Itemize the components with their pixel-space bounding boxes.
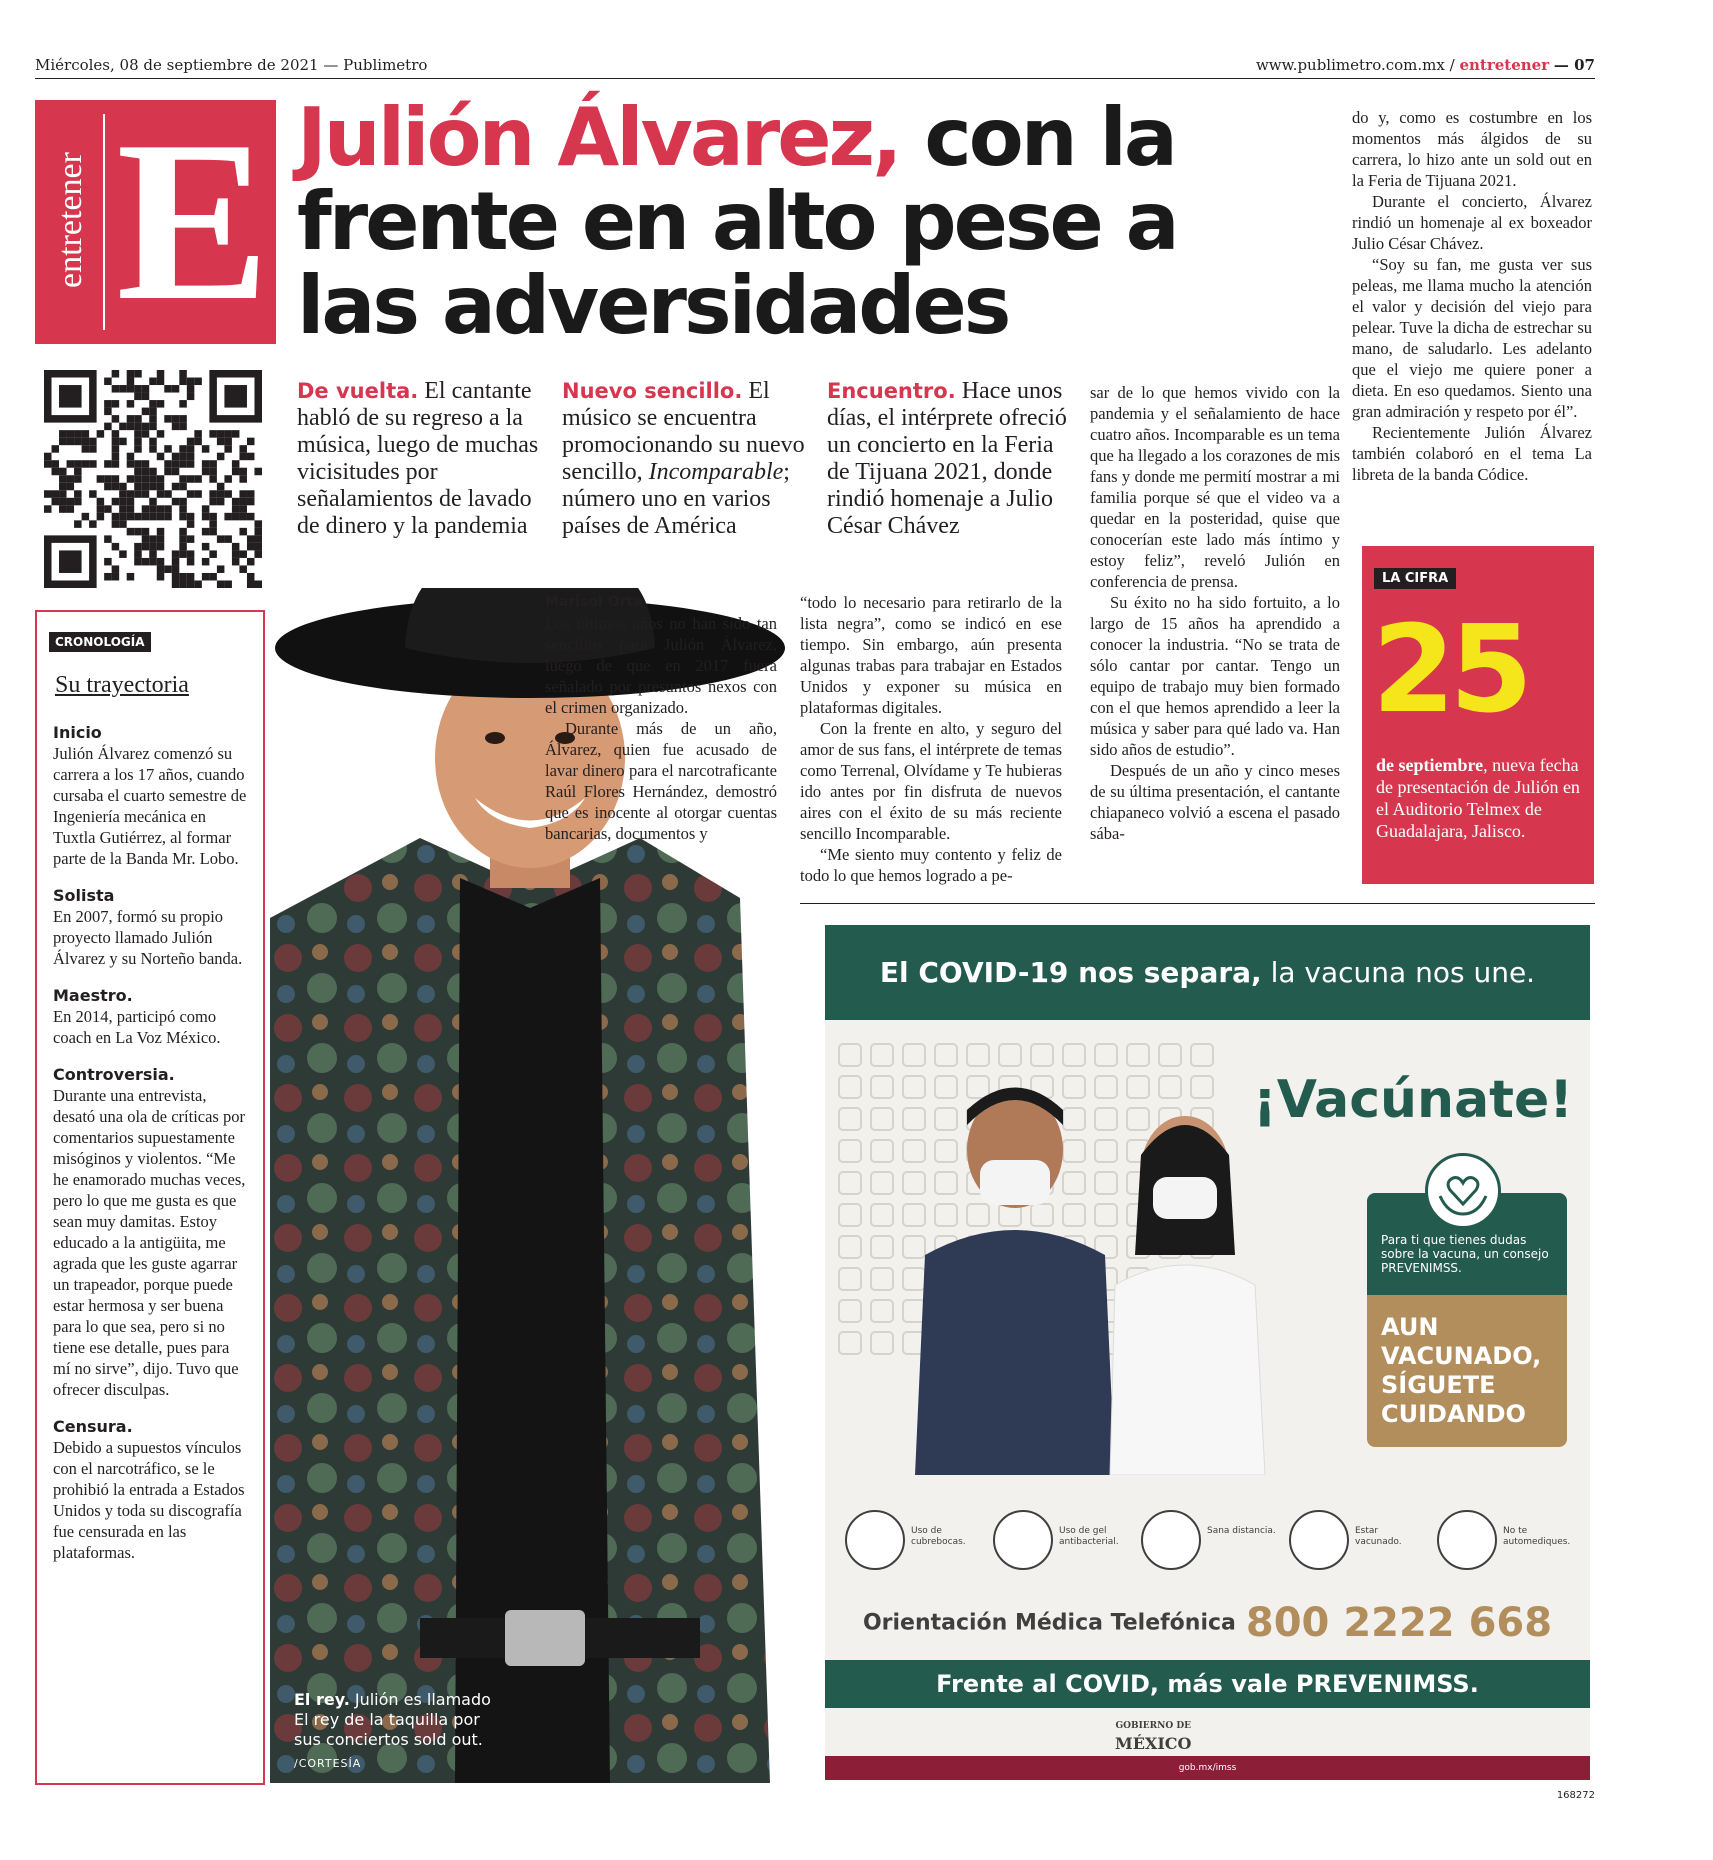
date-line: Miércoles, 08 de septiembre de 2021 — Publimetro	[35, 56, 428, 74]
cifra-number: 25	[1372, 601, 1527, 740]
gob-main: MÉXICO	[1115, 1734, 1192, 1753]
lead-text: El músico se encuentra promocionando su nuevo sencillo,	[562, 378, 805, 485]
article-paragraph: Con la frente en alto, y seguro del amor de sus fans, el intérprete de temas como Terrenal, Olvídame y Te hubieras ido antes por fin disfruta de nuevos aires con el éxito de su más reciente sencillo Incomparable.	[800, 719, 1062, 843]
article-paragraph: sar de lo que hemos vivido con la pandemia y el señalamiento de hace cuatro años. Incomparable es un tema que ha llegado a los corazones de mis fans y donde me permití mostrar a mi familia porque sé que el video va a quedar en la posteridad, quise que conocerían este lado más íntimo y estoy feliz”, reveló Julión en conferencia de prensa.	[1090, 383, 1340, 591]
chronology-list	[53, 722, 249, 1563]
lead-text: Hace unos días, el intérprete ofreció un concierto en la Feria de Tijuana 2021, donde rindió homenaje a Julio César Chávez	[827, 378, 1067, 539]
ad-top-bold: El COVID-19 nos separa,	[879, 956, 1262, 989]
headline-black: con la frente en alto pese a las adversidades	[297, 91, 1177, 352]
gob-small: GOBIERNO DE	[1115, 1721, 1192, 1731]
chronology-head: Controversia.	[53, 1065, 175, 1084]
article-paragraph: “Me siento muy contento y feliz de todo lo que hemos logrado a pe-	[800, 845, 1062, 885]
lead-kicker: Nuevo sencillo.	[562, 379, 743, 403]
ad-phone-label: Orientación Médica Telefónica	[862, 1610, 1236, 1636]
ad-icon-label: Uso de cubrebocas.	[911, 1526, 966, 1547]
chronology-head: Solista	[53, 886, 115, 905]
headline	[297, 91, 1197, 352]
chronology-title: Su trayectoria	[55, 672, 189, 698]
lead-text: El cantante habló de su regreso a la música, luego de muchas vicisitudes por señalamientos de lavado de dinero y la pandemia	[297, 378, 539, 539]
article-paragraph: Después de un año y cinco meses de su última presentación, el cantante chiapaneco volvió a escena el pasado sába-	[1090, 761, 1340, 843]
headline-red: Julión Álvarez,	[297, 91, 900, 184]
badge-letter: E	[116, 100, 270, 344]
site-url[interactable]: www.publimetro.com.mx /	[1255, 56, 1455, 74]
lead-kicker: De vuelta.	[297, 379, 419, 403]
ad-icon-item	[845, 1510, 983, 1574]
gobierno-logo	[1115, 1717, 1191, 1753]
ad-icon-item	[1437, 1510, 1575, 1574]
article-paragraph: do y, como es costumbre en los momentos más álgidos de su carrera, lo hizo ante un sold out en la Feria de Tijuana 2021.	[1352, 108, 1592, 190]
article-paragraph: Su éxito no ha sido fortuito, a lo largo de 15 años ha aprendido a conocer la industria. “No se trata de sólo cantar por cantar. Tengo un equipo de trabajo muy bien formado con el que hemos aprendido a leer la música y saber para qué lado va. Han sido años de estudio”.	[1090, 593, 1340, 759]
chronology-text: Debido a supuestos vínculos con el narcotráfico, se le prohibió la entrada a Estados Unidos y toda su discografía fue censurada en las plataformas.	[53, 1438, 245, 1562]
lead-3	[827, 378, 1077, 540]
article-paragraph: “todo lo necesario para retirarlo de la lista negra”, como se indicó en ese tiempo. Sin embargo, aún presenta algunas trabas para trabajar en Estados Unidos y exponer su música en plataformas digitales.	[800, 593, 1062, 717]
ad-gold-box: AUN VACUNADO, SÍGUETE CUIDANDO	[1367, 1295, 1567, 1447]
qr-code-icon[interactable]	[44, 370, 262, 588]
ad-top-banner	[825, 925, 1590, 1020]
chronology-head: Inicio	[53, 723, 102, 742]
distance-icon	[1141, 1510, 1201, 1570]
ad-icon-label: Uso de gel antibacterial.	[1059, 1526, 1119, 1547]
lead-1	[297, 378, 547, 540]
article-col-2	[800, 592, 1062, 886]
chronology-text: En 2007, formó su propio proyecto llamado Julión Álvarez y su Norteño banda.	[53, 907, 243, 968]
lead-2	[562, 378, 812, 540]
cifra-text	[1376, 754, 1581, 842]
vaccine-ad[interactable]	[825, 925, 1590, 1780]
ad-green-box: Para ti que tienes dudas sobre la vacuna, un consejo PREVENIMSS.	[1367, 1193, 1567, 1295]
ad-phone-number[interactable]: 800 2222 668	[1245, 1600, 1553, 1646]
badge-divider	[103, 114, 105, 330]
badge-word: entretener	[52, 152, 89, 288]
article-col-4	[1352, 107, 1592, 485]
gel-bottle-icon	[993, 1510, 1053, 1570]
syringe-icon	[1289, 1510, 1349, 1570]
cifra-text-rest: , nueva fecha de presentación de Julión en el Auditorio Telmex de Guadalajara, Jalisco.	[1376, 755, 1580, 841]
ad-phone-line	[825, 1600, 1590, 1646]
page-number: — 07	[1553, 56, 1595, 74]
ad-icon-label: Sana distancia.	[1207, 1526, 1276, 1536]
mask-icon	[845, 1510, 905, 1570]
section-badge	[35, 100, 276, 344]
ad-footer[interactable]: gob.mx/imss	[825, 1756, 1590, 1780]
ad-vacunate: ¡Vacúnate!	[1253, 1070, 1573, 1130]
photo-credit: /CORTESÍA	[294, 1757, 362, 1770]
ad-top-rest: la vacuna nos une.	[1261, 956, 1536, 989]
chronology-head: Maestro.	[53, 986, 133, 1005]
ad-prevention-icons	[845, 1510, 1575, 1580]
ad-icon-item	[993, 1510, 1131, 1574]
chronology-text: Julión Álvarez comenzó su carrera a los 17 años, cuando cursaba el cuarto semestre de Ingeniería mecánica en Tuxtla Gutiérrez, al formar parte de la Banda Mr. Lobo.	[53, 744, 247, 868]
photo-caption	[294, 1690, 494, 1774]
article-paragraph: Recientemente Julión Álvarez también colaboró en el tema La libreta de la banda Códice.	[1352, 423, 1592, 484]
cifra-tag: LA CIFRA	[1374, 568, 1456, 589]
lead-kicker: Encuentro.	[827, 379, 956, 403]
caption-text: Julión es llamado El rey de la taquilla por sus conciertos sold out.	[294, 1690, 491, 1749]
chronology-text: En 2014, participó como coach en La Voz México.	[53, 1007, 221, 1047]
ad-code: 168272	[1556, 1790, 1595, 1801]
article-paragraph: Durante el concierto, Álvarez rindió un homenaje al ex boxeador Julio César Chávez.	[1352, 192, 1592, 253]
ad-icon-item	[1141, 1510, 1279, 1574]
chronology-tag: CRONOLOGÍA	[49, 632, 151, 652]
ad-icon-item	[1289, 1510, 1427, 1574]
article-col-1	[545, 592, 777, 844]
ad-people-illustration	[885, 1055, 1305, 1475]
byline: Marisol Orta	[545, 594, 643, 610]
article-paragraph: “Soy su fan, me gusta ver sus peleas, me llama mucho la atención el valor y decisión del viejo para pelear. Tuve la dicha de estrechar su mano, de saludarlo. Les adelanto que el viejo me quiere poner a dieta. En eso quedamos. Siento una gran admiración y respeto por él”.	[1352, 255, 1592, 421]
header-rule	[35, 78, 1595, 79]
chronology-text: Durante una entrevista, desató una ola de críticas por comentarios supuestamente misóginos y violentos. “Me he enamorado muchas veces, pero lo que me gusta es que sean muy damitas. Estoy educado a la antigüita, me agrada que les guste agarrar un trapeador, porque puede estar hermosa y ser buena para lo que sea, pero si no tiene ese detalle, pues para mí no sirve”, dijo. Tuvo que ofrecer disculpas.	[53, 1086, 246, 1399]
ad-icon-label: Estar vacunado.	[1355, 1526, 1402, 1547]
ad-band: Frente al COVID, más vale PREVENIMSS.	[825, 1660, 1590, 1708]
ad-rule	[800, 903, 1595, 904]
cifra-text-bold: de septiembre	[1376, 755, 1484, 775]
heart-hands-icon	[1425, 1153, 1501, 1229]
section-name: entretener	[1459, 56, 1550, 74]
article-col-3	[1090, 382, 1340, 844]
lead-tail: ; número uno en varios países de América	[562, 459, 790, 539]
chronology-head: Censura.	[53, 1417, 133, 1436]
header-right	[1256, 56, 1595, 74]
no-pills-icon	[1437, 1510, 1497, 1570]
chronology-box	[35, 610, 265, 1785]
article-paragraph: Los últimos años no han sido tan sencillos para Julión Álvarez, luego de que en 2017 fuera señalado por presuntos nexos con el crimen organizado.	[545, 614, 777, 717]
article-paragraph: Durante más de un año, Álvarez, quien fue acusado de lavar dinero para el narcotraficante Raúl Flores Hernández, demostró que es inocente al otorgar cuentas bancarias, documentos y	[545, 719, 777, 843]
ad-icon-label: No te automediques.	[1503, 1526, 1571, 1547]
la-cifra-box	[1362, 546, 1594, 884]
lead-em: Incomparable	[648, 459, 784, 485]
caption-head: El rey.	[294, 1690, 350, 1709]
